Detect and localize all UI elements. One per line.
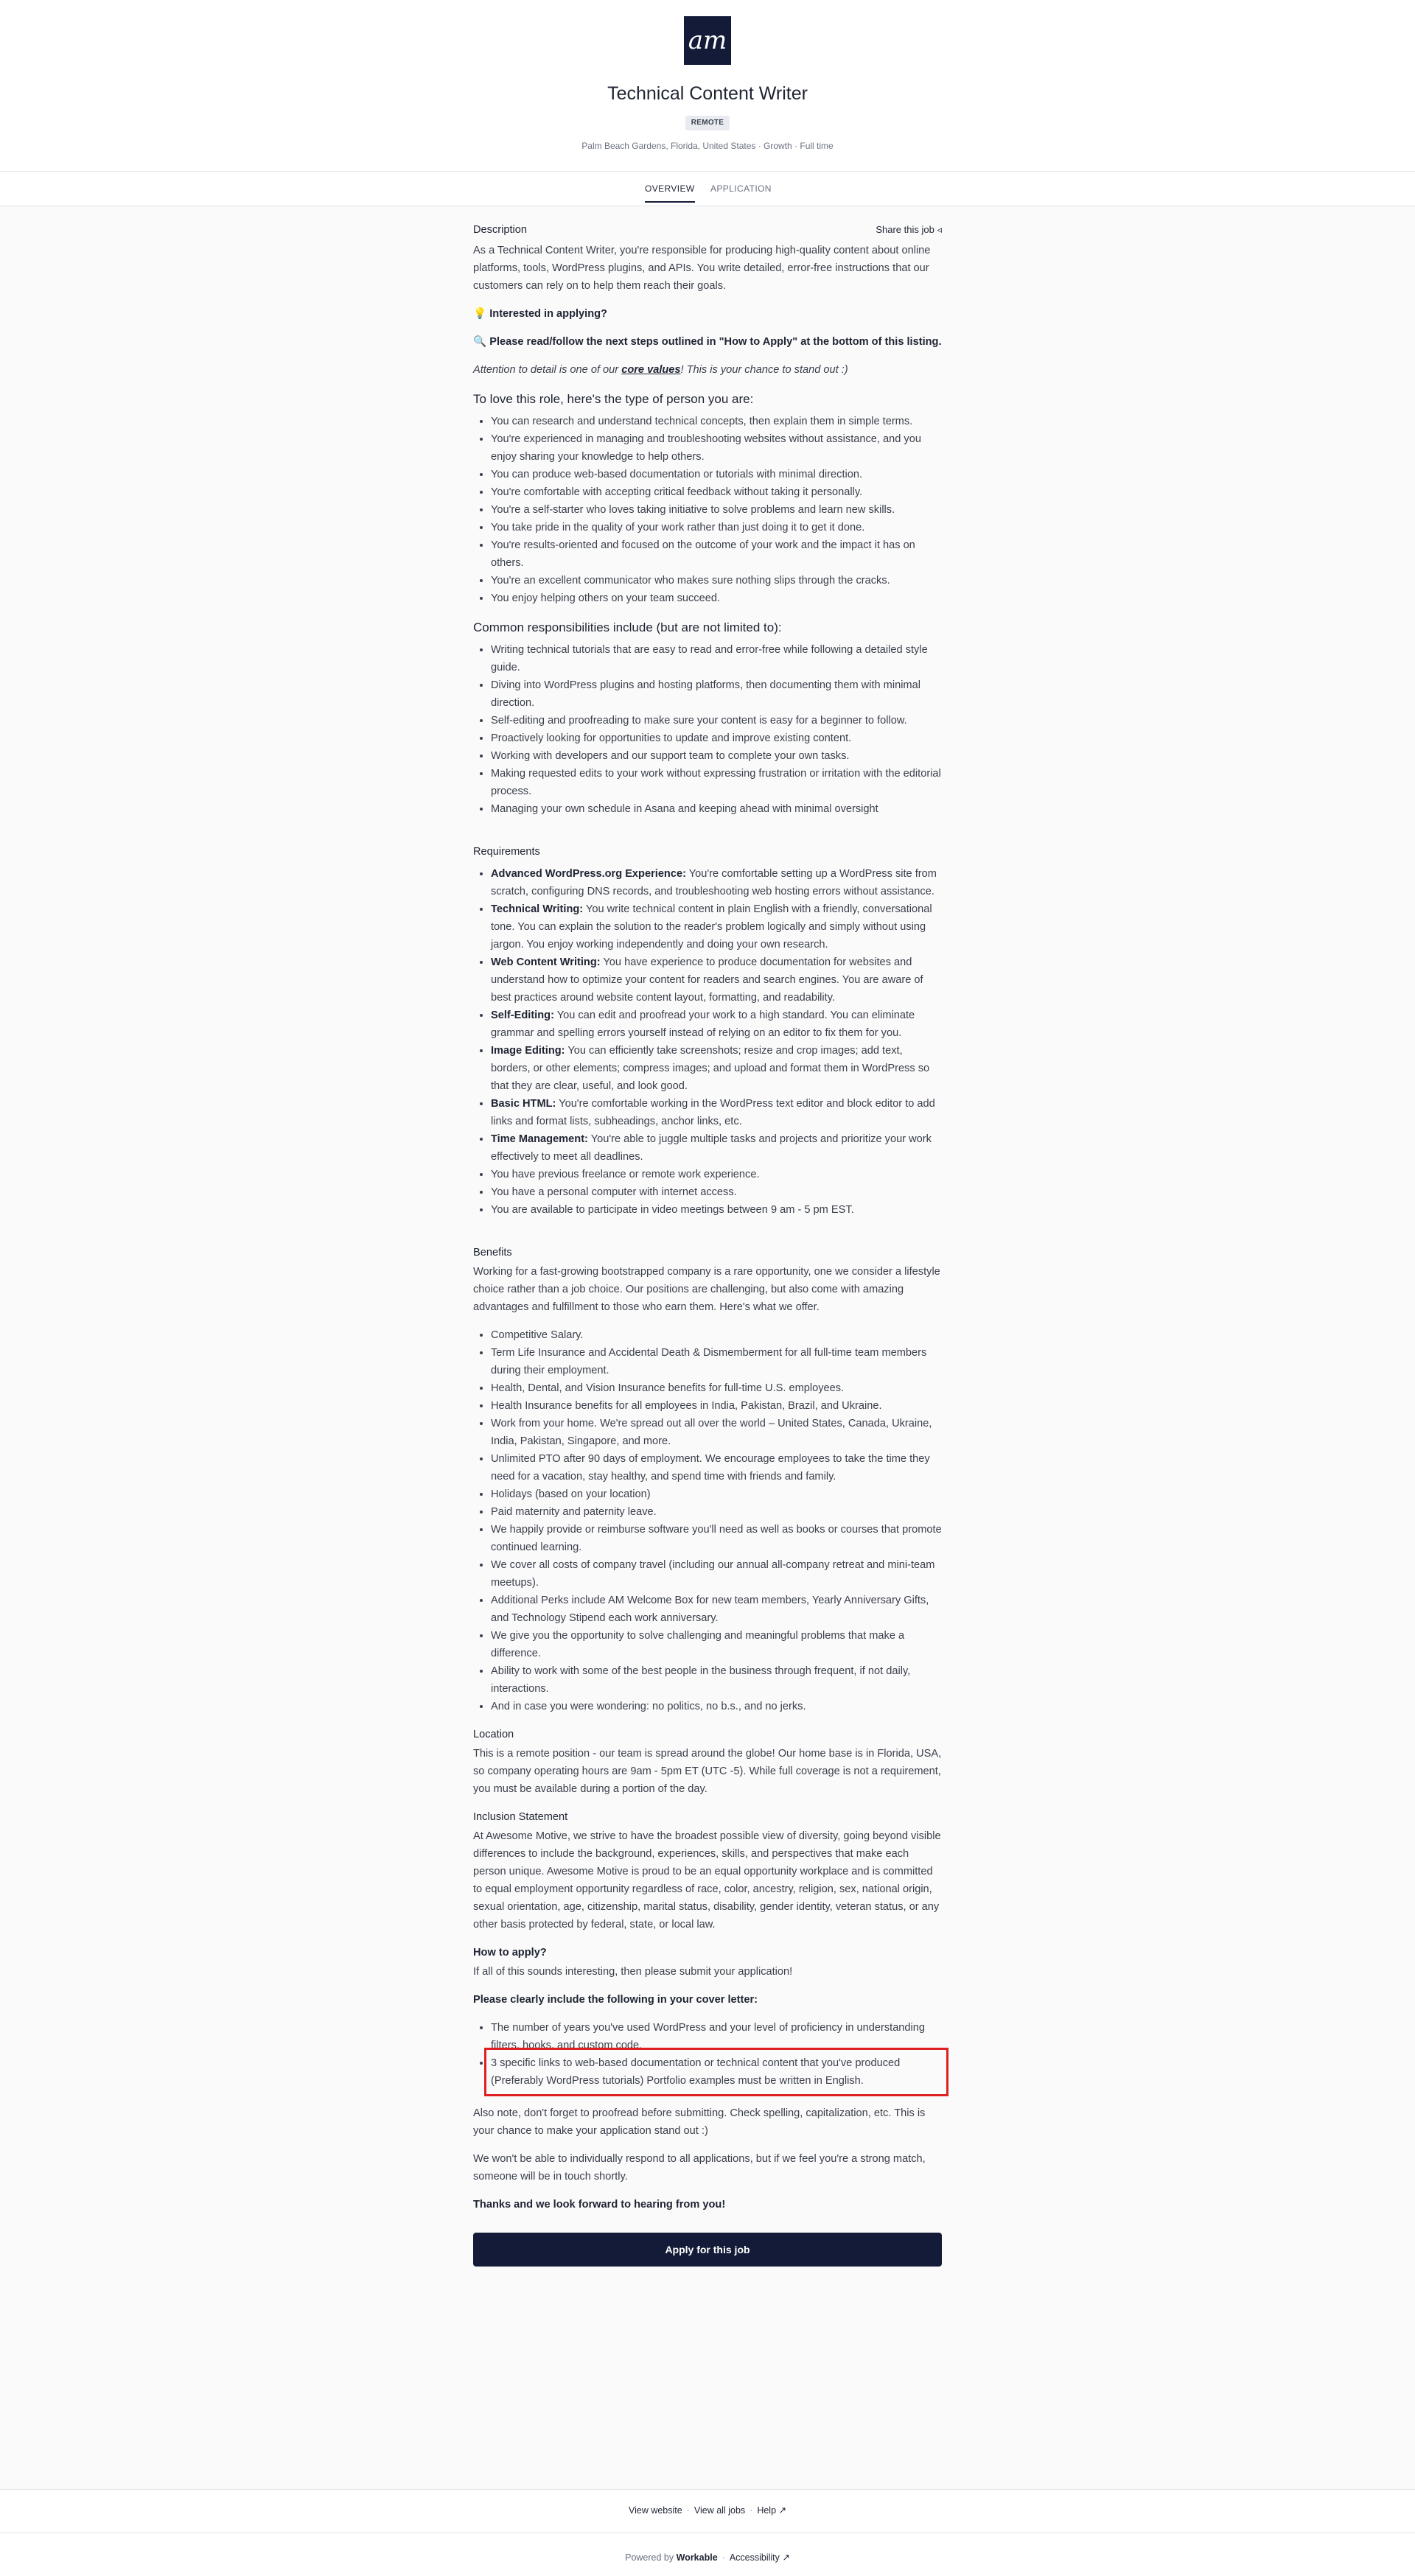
list-item bbox=[491, 1042, 942, 1095]
list-item: • And in case you were wondering: no politics, no b.s., and no jerks. bbox=[491, 1698, 942, 1715]
view-all-jobs-link[interactable]: View all jobs bbox=[693, 2505, 746, 2516]
tab-application[interactable]: APPLICATION bbox=[710, 183, 772, 194]
job-meta: Palm Beach Gardens, Florida, United States · Growth · Full time bbox=[581, 141, 834, 151]
attention-pre: Attention to detail is one of our bbox=[473, 364, 622, 376]
company-logo[interactable]: am bbox=[684, 16, 731, 65]
list-item: • You're results-oriented and focused on the outcome of your work and the impact it has on others. bbox=[491, 536, 942, 572]
powered-by-label: Powered by bbox=[625, 2552, 674, 2563]
intro-text: As a Technical Content Writer, you're responsible for producing high-quality content about online platforms, tools, WordPress plugins, and APIs. You write detailed, error-free instructions that our customers can rely on to help them reach their goals. bbox=[473, 245, 931, 292]
thanks-text: Thanks and we look forward to hearing from you! bbox=[473, 2199, 726, 2211]
how-to-apply-text: If all of this sounds interesting, then please submit your application! bbox=[473, 1966, 793, 1978]
job-header bbox=[0, 0, 1415, 206]
accessibility-label: Accessibility bbox=[729, 2552, 780, 2563]
req-label: Technical Writing: bbox=[491, 903, 584, 915]
share-job-label: Share this job bbox=[876, 224, 934, 235]
list-item: • We happily provide or reimburse software you'll need as well as books or courses that promote continued learning. bbox=[491, 1521, 942, 1556]
inclusion-text: At Awesome Motive, we strive to have the broadest possible view of diversity, going beyond visible differences to include the background, experiences, skills, and perspectives that make each person unique. Awesome Motive is proud to be an equal opportunity workplace and is committed to equal employment opportunity regardless of race, color, ancestry, religion, sex, national origin, sexual orientation, age, citizenship, marital status, disability, gender identity, veteran status, or any other basis protected by federal, state, or local law. bbox=[473, 1830, 941, 1931]
list-item: • Paid maternity and paternity leave. bbox=[491, 1503, 942, 1521]
interested-text: 💡 Interested in applying? bbox=[473, 308, 607, 320]
list-item bbox=[491, 953, 942, 1007]
req-text: You can edit and proofread your work to a high standard. You can eliminate grammar and spelling errors yourself instead of relying on an editor to fix them for you. bbox=[491, 1009, 915, 1039]
list-item: • You can produce web-based documentation or tutorials with minimal direction. bbox=[491, 466, 942, 483]
respond-text: We won't be able to individually respond to all applications, but if we feel you're a strong match, someone will be in touch shortly. bbox=[473, 2153, 926, 2183]
list-item bbox=[491, 865, 942, 900]
req-label: Basic HTML: bbox=[491, 1098, 556, 1110]
list-item: • You're experienced in managing and troubleshooting websites without assistance, and you enjoy sharing your knowledge to help others. bbox=[491, 430, 942, 466]
list-item: • Self-editing and proofreading to make sure your content is easy for a beginner to follow. bbox=[491, 712, 942, 729]
attention-text bbox=[473, 361, 942, 379]
separator-dot: · bbox=[686, 2505, 690, 2516]
list-item: • Health Insurance benefits for all employees in India, Pakistan, Brazil, and Ukraine. bbox=[491, 1397, 942, 1415]
responsibilities-heading: Common responsibilities include (but are not limited to): bbox=[473, 620, 782, 634]
share-icon: ◃ bbox=[937, 224, 942, 235]
req-text: You have experience to produce documentation for websites and understand how to optimize your content for readers and search engines. You are aware of best practices around website content layout, formatting, and readability. bbox=[491, 956, 923, 1004]
benefits-list bbox=[491, 1326, 942, 1715]
req-label: Time Management: bbox=[491, 1133, 588, 1145]
list-item: • Term Life Insurance and Accidental Death & Dismemberment for all full-time team members during their employment. bbox=[491, 1344, 942, 1379]
location-heading: Location bbox=[473, 1729, 514, 1740]
req-label: Web Content Writing: bbox=[491, 956, 601, 968]
list-item: • Work from your home. We're spread out all over the world – United States, Canada, Ukraine, India, Pakistan, Singapore, and more. bbox=[491, 1415, 942, 1450]
list-item: • Making requested edits to your work without expressing frustration or irritation with the editorial process. bbox=[491, 765, 942, 800]
share-job-link[interactable] bbox=[876, 221, 942, 242]
list-item bbox=[491, 1095, 942, 1130]
description-heading: Description bbox=[473, 224, 527, 236]
req-text: You're comfortable setting up a WordPress site from scratch, configuring DNS records, and troubleshooting web hosting errors without assistance. bbox=[491, 868, 937, 897]
list-item: • Proactively looking for opportunities to update and improve existing content. bbox=[491, 729, 942, 747]
req-label: Self-Editing: bbox=[491, 1009, 554, 1021]
benefits-intro: Working for a fast-growing bootstrapped company is a rare opportunity, one we consider a lifestyle choice rather than a job choice. Our positions are challenging, but also come with amazing advantages and fulfillment to those who earn them. Here's what we offer. bbox=[473, 1266, 940, 1313]
workable-link[interactable]: Workable bbox=[676, 2552, 718, 2563]
list-item: • Managing your own schedule in Asana and keeping ahead with minimal oversight bbox=[491, 800, 942, 818]
job-title: Technical Content Writer bbox=[607, 83, 808, 104]
powered-by bbox=[0, 2552, 1415, 2563]
list-item: • Holidays (based on your location) bbox=[491, 1485, 942, 1503]
list-item: • Writing technical tutorials that are easy to read and error-free while following a detailed style guide. bbox=[491, 641, 942, 676]
list-item: • Ability to work with some of the best people in the business through frequent, if not daily, interactions. bbox=[491, 1662, 942, 1698]
read-next-text: 🔍 Please read/follow the next steps outlined in "How to Apply" at the bottom of this listing. bbox=[473, 336, 942, 348]
list-item bbox=[491, 1007, 942, 1042]
love-heading: To love this role, here's the type of person you are: bbox=[473, 392, 754, 406]
list-item: • The number of years you've used WordPress and your level of proficiency in understanding filters, hooks, and custom code. bbox=[491, 2019, 942, 2054]
list-item: • You are available to participate in video meetings between 9 am - 5 pm EST. bbox=[491, 1201, 942, 1219]
external-link-icon: ↗ bbox=[778, 2505, 787, 2516]
requirements-list bbox=[491, 865, 942, 1219]
list-item: • You're an excellent communicator who makes sure nothing slips through the cracks. bbox=[491, 572, 942, 589]
list-item: • Additional Perks include AM Welcome Box for new team members, Yearly Anniversary Gifts, and Technology Stipend each work anniversary. bbox=[491, 1592, 942, 1627]
location-text: This is a remote position - our team is spread around the globe! Our home base is in Florida, USA, so company operating hours are 9am - 5pm ET (UTC -5). While full coverage is not a requirement, you must be available during a portion of the day. bbox=[473, 1748, 942, 1795]
list-item: • Working with developers and our support team to complete your own tasks. bbox=[491, 747, 942, 765]
how-to-apply-heading: How to apply? bbox=[473, 1947, 547, 1959]
list-item: • Unlimited PTO after 90 days of employment. We encourage employees to take the time they need for a vacation, stay healthy, and spend time with friends and family. bbox=[491, 1450, 942, 1485]
req-label: Image Editing: bbox=[491, 1045, 565, 1057]
cover-letter-heading: Please clearly include the following in your cover letter: bbox=[473, 1994, 758, 2006]
proofread-text: Also note, don't forget to proofread before submitting. Check spelling, capitalization, etc. This is your chance to make your application stand out :) bbox=[473, 2107, 926, 2137]
list-item bbox=[491, 900, 942, 953]
list-item bbox=[491, 1130, 942, 1166]
help-link[interactable] bbox=[757, 2505, 786, 2516]
core-values-link[interactable]: core values bbox=[621, 364, 681, 376]
benefits-heading: Benefits bbox=[473, 1247, 512, 1259]
list-item: • We cover all costs of company travel (including our annual all-company retreat and mini-team meetups). bbox=[491, 1556, 942, 1592]
tab-overview[interactable]: OVERVIEW bbox=[645, 183, 695, 203]
list-item: • You have a personal computer with internet access. bbox=[491, 1183, 942, 1201]
apply-button[interactable]: Apply for this job bbox=[473, 2233, 942, 2267]
req-text: You write technical content in plain English with a friendly, conversational tone. You can explain the solution to the reader's problem logically and simply without using jargon. You enjoy working independently and doing your own research. bbox=[491, 903, 932, 951]
responsibilities-list bbox=[491, 641, 942, 818]
list-item: • You have previous freelance or remote work experience. bbox=[491, 1166, 942, 1183]
help-label: Help bbox=[757, 2505, 777, 2516]
tab-bar bbox=[0, 171, 1415, 206]
list-item: • You take pride in the quality of your work rather than just doing it to get it done. bbox=[491, 519, 942, 536]
view-website-link[interactable]: View website bbox=[628, 2505, 682, 2516]
list-item: • We give you the opportunity to solve challenging and meaningful problems that make a difference. bbox=[491, 1627, 942, 1662]
list-item: • Health, Dental, and Vision Insurance benefits for full-time U.S. employees. bbox=[491, 1379, 942, 1397]
attention-post: ! This is your chance to stand out :) bbox=[680, 364, 848, 376]
accessibility-link[interactable] bbox=[730, 2552, 790, 2563]
list-item: • You're comfortable with accepting critical feedback without taking it personally. bbox=[491, 483, 942, 501]
req-text: You can efficiently take screenshots; resize and crop images; add text, borders, or other elements; compress images; and upload and format them in WordPress so that they are clear, useful, and look good. bbox=[491, 1045, 930, 1092]
list-item: • You're a self-starter who loves taking initiative to solve problems and learn new skills. bbox=[491, 501, 942, 519]
req-text: You're comfortable working in the WordPress text editor and block editor to add links and format lists, subheadings, anchor links, etc. bbox=[491, 1098, 935, 1127]
list-item: • You can research and understand technical concepts, then explain them in simple terms. bbox=[491, 413, 942, 430]
separator-dot: · bbox=[750, 2505, 753, 2516]
remote-badge: REMOTE bbox=[685, 116, 730, 130]
highlighted-list-item: • 3 specific links to web-based documentation or technical content that you've produced (Preferably WordPress tutorials) Portfolio examples must be written in English. bbox=[491, 2054, 942, 2090]
req-label: Advanced WordPress.org Experience: bbox=[491, 868, 686, 880]
cover-letter-list bbox=[491, 2019, 942, 2090]
love-list bbox=[491, 413, 942, 607]
list-item: • Diving into WordPress plugins and hosting platforms, then documenting them with minimal direction. bbox=[491, 676, 942, 712]
external-link-icon: ↗ bbox=[782, 2552, 790, 2563]
requirements-heading: Requirements bbox=[473, 846, 540, 858]
separator-dot: · bbox=[722, 2552, 725, 2563]
req-text: You're able to juggle multiple tasks and projects and prioritize your work effectively to meet all deadlines. bbox=[491, 1133, 932, 1163]
inclusion-heading: Inclusion Statement bbox=[473, 1811, 568, 1823]
footer-links bbox=[0, 2505, 1415, 2516]
list-item: • You enjoy helping others on your team succeed. bbox=[491, 589, 942, 607]
job-description bbox=[473, 221, 942, 2267]
footer bbox=[0, 2489, 1415, 2576]
list-item: • Competitive Salary. bbox=[491, 1326, 942, 1344]
